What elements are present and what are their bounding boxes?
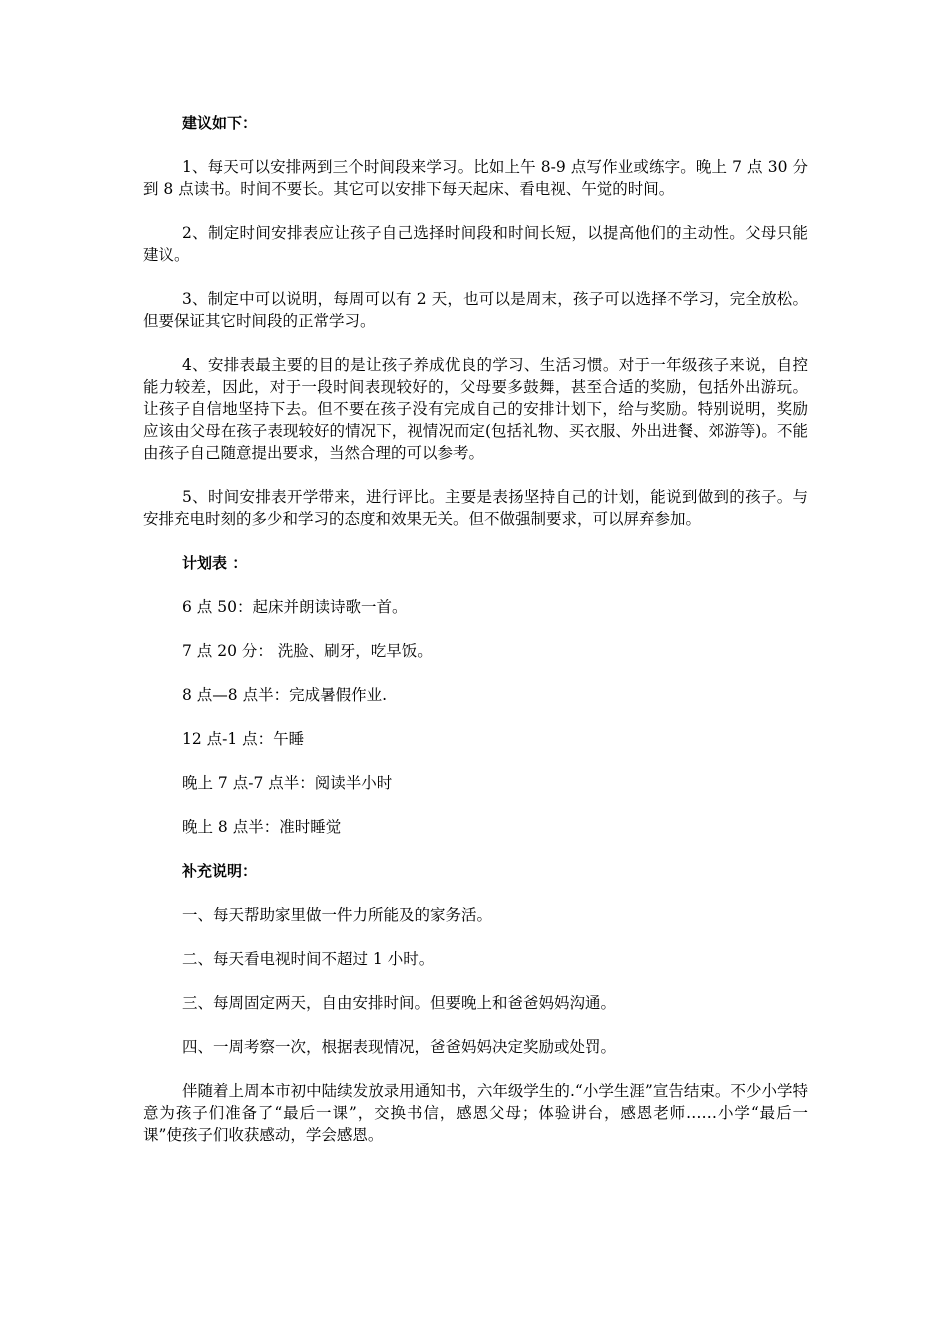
note-4: 四、一周考察一次，根据表现情况，爸爸妈妈决定奖励或处罚。	[182, 1038, 617, 1056]
plan-item-1: 6 点 50：起床并朗读诗歌一首。	[182, 598, 408, 616]
closing-paragraph: 伴随着上周本市初中陆续发放录用通知书，六年级学生的.“小学生涯”宣告结束。不少小学特意为孩子们准备了“最后一课”，交换书信，感恩父母；体验讲台，感恩老师……小学“最后一课”使孩子们收获感动，学会感恩。	[143, 1082, 808, 1144]
note-3: 三、每周固定两天，自由安排时间。但要晚上和爸爸妈妈沟通。	[182, 994, 617, 1012]
note-2: 二、每天看电视时间不超过 1 小时。	[182, 950, 435, 968]
suggestion-2: 2、制定时间安排表应让孩子自己选择时间段和时间长短，以提高他们的主动性。父母只能建议。	[143, 224, 808, 264]
plan-item-3: 8 点—8 点半：完成暑假作业.	[182, 686, 388, 704]
suggestion-5: 5、时间安排表开学带来，进行评比。主要是表扬坚持自己的计划，能说到做到的孩子。与安排充电时刻的多少和学习的态度和效果无关。但不做强制要求，可以屏弃参加。	[143, 488, 808, 528]
plan-item-5: 晚上 7 点-7 点半：阅读半小时	[182, 774, 393, 792]
suggestion-4: 4、安排表最主要的目的是让孩子养成优良的学习、生活习惯。对于一年级孩子来说，自控能力较差，因此，对于一段时间表现较好的，父母要多鼓舞，甚至合适的奖励，包括外出游玩。让孩子自信地坚持下去。但不要在孩子没有完成自己的安排计划下，给与奖励。特别说明，奖励应该由父母在孩子表现较好的情况下，视情况而定(包括礼物、买衣服、外出进餐、郊游等)。不能由孩子自己随意提出要求，当然合理的可以参考。	[143, 356, 808, 462]
suggestion-3: 3、制定中可以说明，每周可以有 2 天，也可以是周末，孩子可以选择不学习，完全放松。但要保证其它时间段的正常学习。	[143, 290, 808, 330]
plan-item-6: 晚上 8 点半：准时睡觉	[182, 818, 342, 836]
plan-item-4: 12 点-1 点：午睡	[182, 730, 305, 748]
document-body	[143, 112, 808, 1168]
note-1: 一、每天帮助家里做一件力所能及的家务活。	[182, 906, 493, 924]
suggest-heading: 建议如下：	[182, 114, 258, 132]
notes-heading: 补充说明：	[182, 862, 258, 880]
plan-heading: 计划表 ：	[182, 554, 248, 572]
plan-item-2: 7 点 20 分： 洗脸、刷牙，吃早饭。	[182, 642, 433, 660]
suggestion-1: 1、每天可以安排两到三个时间段来学习。比如上午 8-9 点写作业或练字。晚上 7 点 30 分到 8 点读书。时间不要长。其它可以安排下每天起床、看电视、午觉的时间。	[143, 158, 808, 198]
